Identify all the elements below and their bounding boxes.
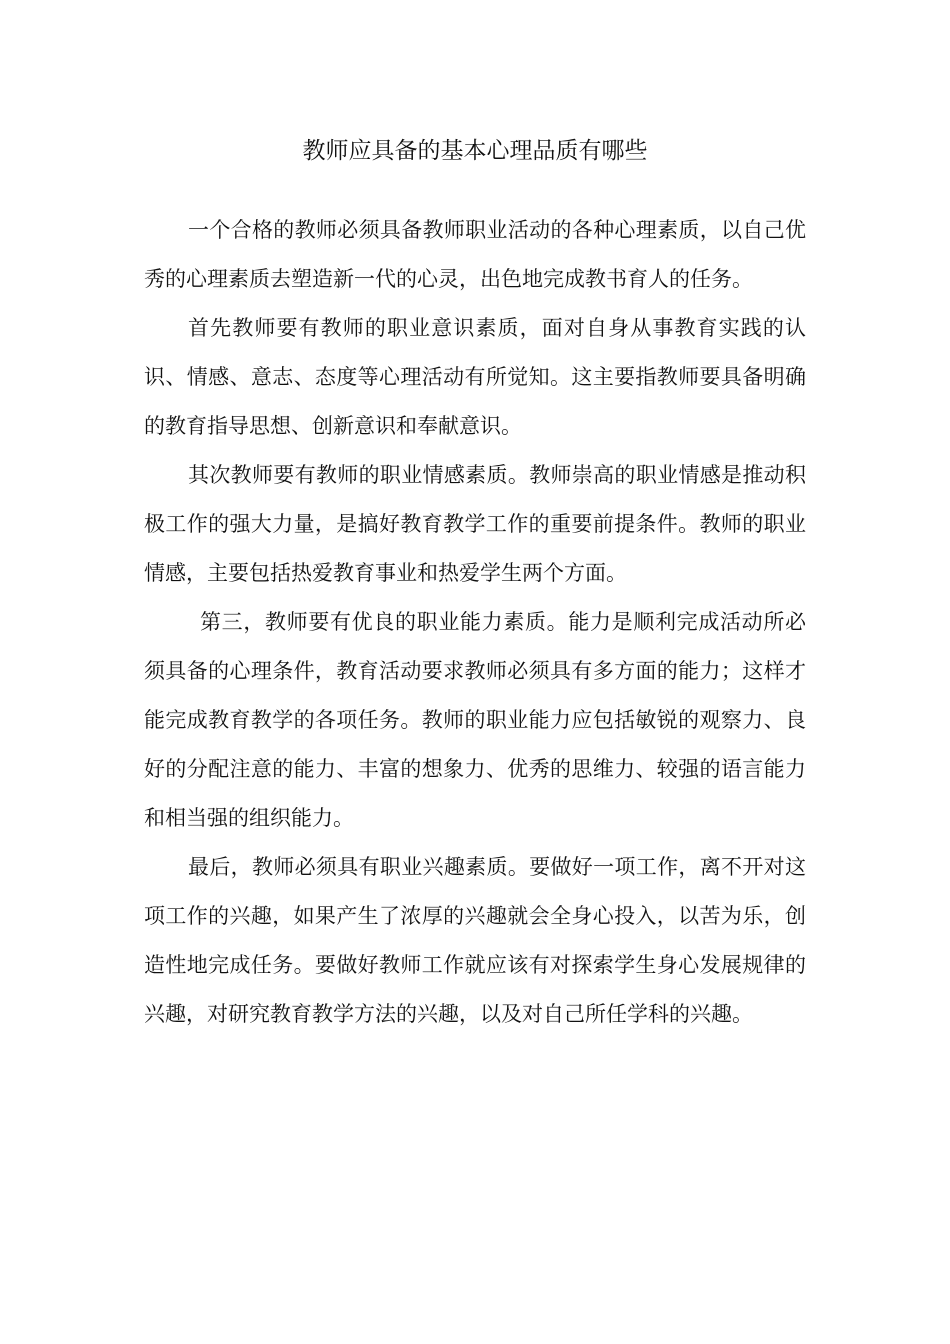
document-title: 教师应具备的基本心理品质有哪些: [302, 138, 648, 164]
paragraph-emotion: 其次教师要有教师的职业情感素质。教师崇高的职业情感是推动积极工作的强大力量，是搞好教育教学工作的重要前提条件。教师的职业情感，主要包括热爱教育事业和热爱学生两个方面。: [144, 463, 806, 585]
paragraph-ability: 第三，教师要有优良的职业能力素质。能力是顺利完成活动所必须具备的心理条件，教育活动要求教师必须具有多方面的能力；这样才能完成教育教学的各项任务。教师的职业能力应包括敏锐的观察力、良好的分配注意的能力、丰富的想象力、优秀的思维力、较强的语言能力和相当强的组织能力。: [144, 610, 806, 830]
document-body: [144, 206, 806, 1039]
paragraph-awareness: 首先教师要有教师的职业意识素质，面对自身从事教育实践的认识、情感、意志、态度等心理活动有所觉知。这主要指教师要具备明确的教育指导思想、创新意识和奉献意识。: [144, 316, 806, 438]
paragraph-intro: 一个合格的教师必须具备教师职业活动的各种心理素质，以自己优秀的心理素质去塑造新一代的心灵，出色地完成教书育人的任务。: [144, 218, 806, 291]
paragraph-interest: 最后，教师必须具有职业兴趣素质。要做好一项工作，离不开对这项工作的兴趣，如果产生了浓厚的兴趣就会全身心投入，以苦为乐，创造性地完成任务。要做好教师工作就应该有对探索学生身心发展规律的兴趣，对研究教育教学方法的兴趣，以及对自己所任学科的兴趣。: [144, 855, 806, 1026]
